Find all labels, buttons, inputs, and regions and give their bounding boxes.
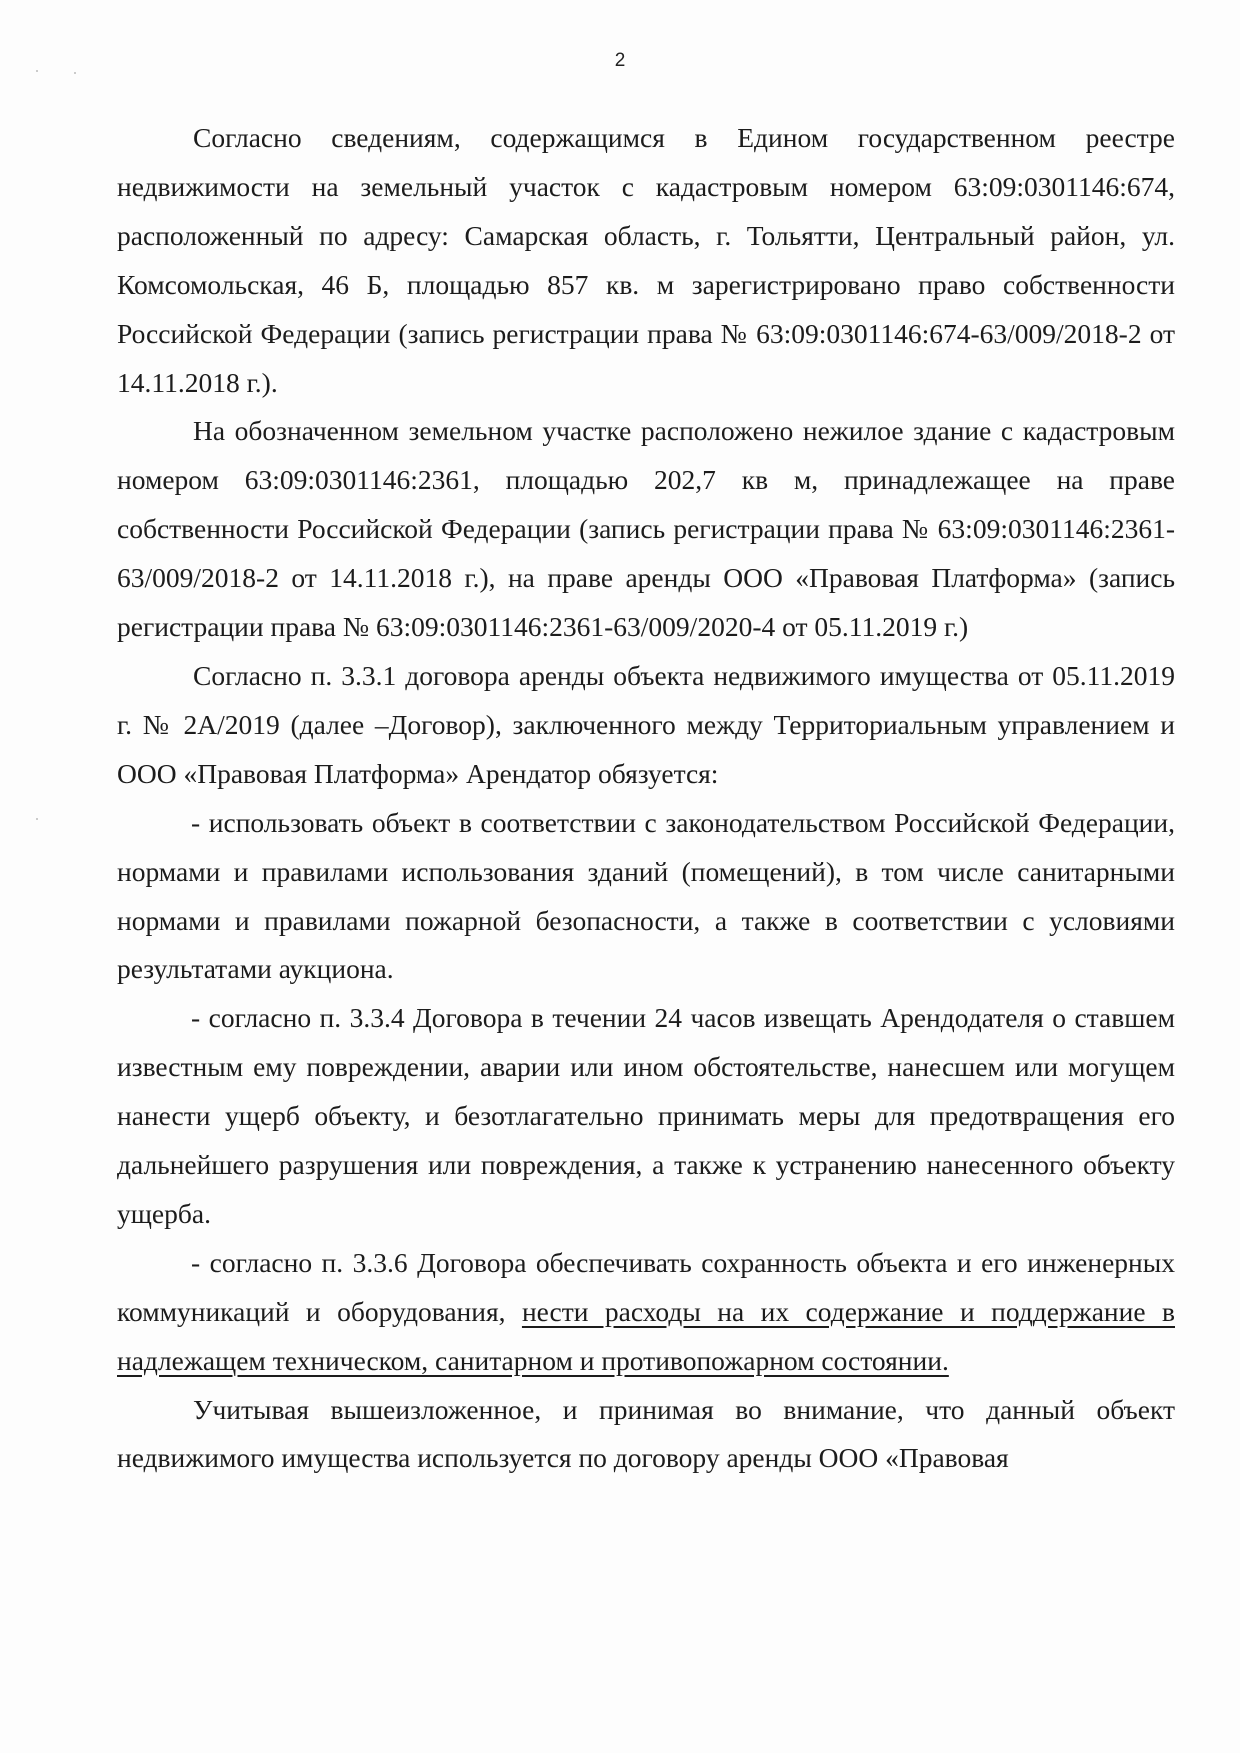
- scan-speck: [36, 818, 38, 820]
- paragraph-obligation-maintain: [117, 1239, 1175, 1386]
- document-body: [117, 114, 1175, 1483]
- paragraph-lease-contract: Согласно п. 3.3.1 договора аренды объекта недвижимого имущества от 05.11.2019 г. № 2А/2019 (далее –Договор), заключенного между Территориальным управлением и ООО «Правовая Платформа» Арендатор обязуется:: [117, 659, 1175, 789]
- page-number: 2: [614, 50, 626, 71]
- paragraph-obligation-notify: - согласно п. 3.3.4 Договора в течении 24 часов извещать Арендодателя о ставшем известным ему повреждении, аварии или ином обстоятельстве, нанесшем или могущем нанести ущерб объекту, и безотлагательно принимать меры для предотвращения его дальнейшего разрушения или повреждения, а также к устранению нанесенного объекту ущерба.: [117, 1002, 1175, 1229]
- paragraph-conclusion: Учитывая вышеизложенное, и принимая во внимание, что данный объект недвижимого имущества используется по договору аренды ООО «Правовая: [117, 1393, 1175, 1474]
- underlined-maintenance-clause: нести расходы на их содержание и поддержание в надлежащем техническом, санитарном и противопожарном состоянии.: [117, 1295, 1175, 1376]
- paragraph-obligation-use: - использовать объект в соответствии с законодательством Российской Федерации, нормами и правилами использования зданий (помещений), в том числе санитарными нормами и правилами пожарной безопасности, а также в соответствии с условиями результатами аукциона.: [117, 806, 1175, 985]
- paragraph-land-plot: Согласно сведениям, содержащимся в Едином государственном реестре недвижимости на земельный участок с кадастровым номером 63:09:0301146:674, расположенный по адресу: Самарская область, г. Тольятти, Центральный район, ул. Комсомольская, 46 Б, площадью 857 кв. м зарегистрировано право собственности Российской Федерации (запись регистрации права № 63:09:0301146:674-63/009/2018-2 от 14.11.2018 г.).: [117, 122, 1175, 398]
- obligation-maintain-text: - согласно п. 3.3.6 Договора обеспечивать сохранность объекта и его инженерных коммуникаций и оборудования,: [117, 1246, 1175, 1327]
- scan-speck: [74, 72, 76, 74]
- scan-speck: [36, 70, 38, 72]
- paragraph-building: На обозначенном земельном участке расположено нежилое здание с кадастровым номером 63:09:0301146:2361, площадью 202,7 кв м, принадлежащее на праве собственности Российской Федерации (запись регистрации права № 63:09:0301146:2361-63/009/2018-2 от 14.11.2018 г.), на праве аренды ООО «Правовая Платформа» (запись регистрации права № 63:09:0301146:2361-63/009/2020-4 от 05.11.2019 г.): [117, 415, 1175, 643]
